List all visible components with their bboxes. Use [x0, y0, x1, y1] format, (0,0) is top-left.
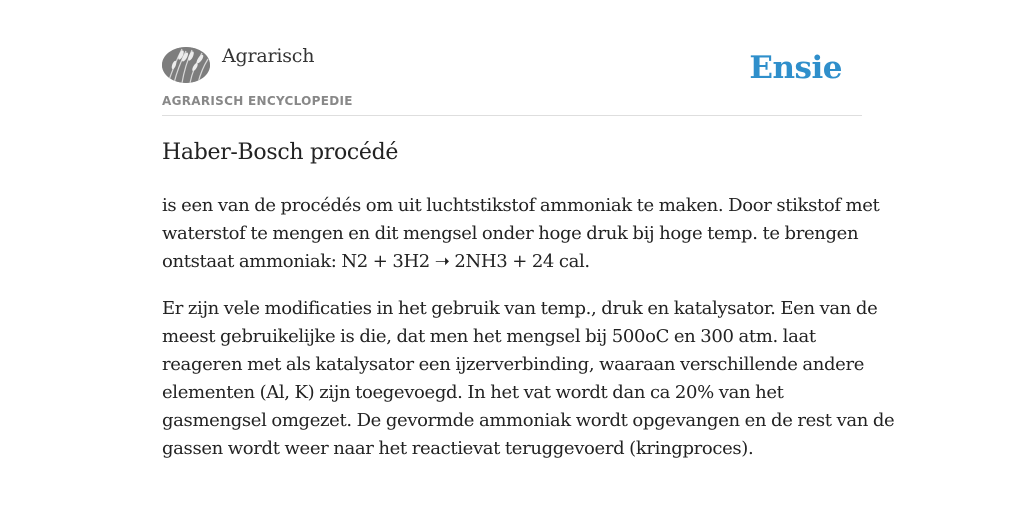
paragraph-line: gasmengsel omgezet. De gevormde ammoniak wordt opgevangen en de rest van de — [162, 410, 895, 431]
paragraph — [162, 192, 880, 276]
brand-name[interactable]: Agrarisch — [222, 45, 315, 67]
paragraph-line: meest gebruikelijke is die, dat men het mengsel bij 500oC en 300 atm. laat — [162, 326, 816, 347]
paragraph-line: is een van de procédés om uit luchtstikstof ammoniak te maken. Door stikstof met — [162, 195, 880, 216]
article-body — [162, 192, 895, 482]
paragraph — [162, 295, 895, 463]
page — [162, 0, 895, 512]
paragraph-line: ontstaat ammoniak: N2 + 3H2 ➝ 2NH3 + 24 cal. — [162, 251, 590, 272]
brand-subtitle: AGRARISCH ENCYCLOPEDIE — [162, 94, 353, 108]
paragraph-line: waterstof te mengen en dit mengsel onder hoge druk bij hoge temp. te brengen — [162, 223, 859, 244]
header — [162, 0, 862, 116]
paragraph-line: elementen (Al, K) zijn toegevoegd. In het vat wordt dan ca 20% van het — [162, 382, 784, 403]
wheat-image-icon — [162, 47, 210, 83]
avatar[interactable] — [162, 47, 210, 83]
paragraph-line: reageren met als katalysator een ijzerverbinding, waaraan verschillende andere — [162, 354, 865, 375]
page-title: Haber-Bosch procédé — [162, 140, 399, 165]
paragraph-line: Er zijn vele modificaties in het gebruik van temp., druk en katalysator. Een van de — [162, 298, 878, 319]
paragraph-line: gassen wordt weer naar het reactievat teruggevoerd (kringproces). — [162, 438, 754, 459]
site-logo[interactable]: Ensie — [749, 50, 842, 86]
